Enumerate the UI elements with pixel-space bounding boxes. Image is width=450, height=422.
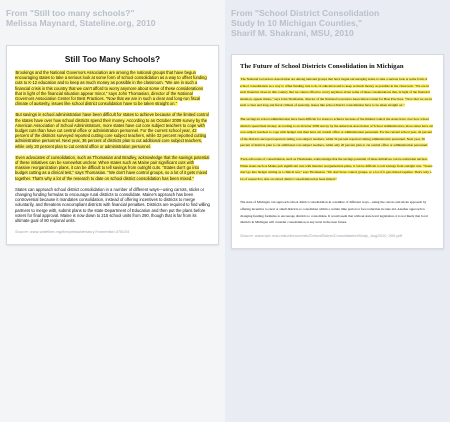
left-caption (6, 8, 219, 28)
right-paragraph-2 (240, 116, 435, 149)
highlighted-text: The National Governors Association are among national groups that have begun encouraging states to take a serious look at some form of school consolidation as a way to offset funding cuts to K-12 education and to keep as much money as possible in the classroom. "We are in such financial crises in this country that we cannot afford to worry anymore about some of these considerations that, in light of the financial situation, appear minor," says John Thomasian, director of the National Governors Association Center for Best Practices. "Now that we are in such a clear and long-run fiscal climate of austerity, issues like school district consolidation have to be taken straight on." (240, 77, 433, 108)
right-paragraph-4 (240, 199, 435, 225)
right-document-title: The Future of School Districts Consolidation in Michigan (240, 63, 404, 70)
right-paragraph-1 (240, 76, 435, 109)
right-paragraph-3 (240, 156, 435, 182)
highlighted-text: But savings in school administration have been difficult for states to achieve because of the limited control the states have over how school districts spend their money. According to an October 2009 survey by the American Association of School Administrators, more states have cut core subject teachers to cope with budget cuts than have cut central office or administration personnel. For the current school year, 42 percent of the districts surveyed reported cutting core subject teachers, while 32 percent reported cutting administrative personnel. Next year, 36 percent of districts plan to cut additional core subject teachers, while only 20 percent plan to cut central office or administration personnel. (15, 112, 209, 149)
left-source-link[interactable]: Source: www.stateline.org/live/printable/story?contentId=475034 (15, 229, 129, 235)
right-panel (225, 0, 450, 422)
left-caption-line-2: Melissa Maynard, Stateline.org, 2010 (6, 18, 156, 28)
right-source-link[interactable]: Source: www.epc.msu.edu/documents/SchoolDistrictConsolidationStudy_Aug2010_000.pdf (240, 232, 402, 238)
highlighted-text: Brookings and the National Governors Association are among the national groups that have begun encouraging states to take a serious look at some form of school consolidation as a way to offset funding cuts to K-12 education and to keep as much money as possible in the classroom. "We are in such a financial crisis in this country that we can't afford to worry anymore about some of these considerations that in light of the financial situation appear minor," says John Thomasian, director of the National Governors Association Center for Best Practices. "Now that we are in such a clear and long-run fiscal climate of austerity, issues like school district consolidation have to be taken straight on." (15, 70, 207, 107)
left-paragraph-1 (15, 70, 210, 106)
left-document-page (6, 45, 219, 245)
left-paragraph-3 (15, 155, 210, 181)
page-gap (240, 189, 435, 199)
right-caption-line-2: Study In 10 Michigan Counties," (231, 18, 363, 28)
right-caption-line-1: From "School District Consolidation (231, 8, 380, 18)
right-document-page (231, 54, 444, 249)
left-paragraph-2 (15, 112, 210, 148)
left-paragraph-4 (15, 187, 210, 223)
paragraph-text: The state of Michigan can approach school district consolidation in a number of different ways—using the carrots and sticks approach by offering incentive to rural or small districts to consolidate within a certain time period or face reduction in state aid. Another approach is changing funding formulas to encourage districts to consolidate. It would seem that without state level legislation, it is not likely that local districts in Michigan will consider consolidation at any level in the near future. (240, 200, 428, 225)
left-document-title: Still Too Many Schools? (64, 54, 161, 64)
highlighted-text: Even advocates of consolidation, such as Thomasian and Bradley, acknowledge that the savings potential of these initiatives can be somewhat unclear. When states such as Maine pair significant cuts with massive reorganization plans, it can be difficult to tell savings from outright cuts. "States don't go into budget cutting as a clinical test," says Thomasian. "We don't have control groups, so a lot of it gets mixed together. That's why a lot of the research to date on school district consolidation has been mixed." (15, 154, 210, 181)
highlighted-text: Even advocates of consolidation, such as Thomasian, acknowledge that the savings potential of these initiatives can be somewhat unclear. When states such as Maine pair significant cuts with massive reorganization plans, it can be difficult to tell savings from outright cuts. "States don't go into budget cutting as a clinical test," says Thomasian. "We don't have control groups, so a lot of it gets mixed together. That's why a lot of research to date on school district consolidation has been mixed." (240, 156, 433, 181)
right-caption (231, 8, 444, 38)
left-caption-line-1: From "Still too many schools?" (6, 8, 135, 18)
paragraph-text: States can approach school district consolidation in a number of different ways—using carrots, sticks or changing funding formulas to encourage rural districts to consolidate. Maine's approach has been controversial because it mandates consolidation, instead of offering incentives to districts to merge voluntarily, and threatens noncompliant districts with financial penalties. Districts are required to find willing partners to merge with, submit plans to the state Department of Education and then put the plans before voters for final approval. Maine is now down to 215 school units from 290, though that is far from its ultimate goal of 80 regional units. (15, 186, 210, 224)
right-caption-line-3: Sharif M. Shakrani, MSU, 2010 (231, 28, 354, 38)
highlighted-text: But savings in school administration have been difficult for states to achieve because of the limited control the states have over how school districts spend their money. According to an October 2009 survey by the American Association of School Administrators, more states have cut core subject teachers to cope with budget cuts than have cut central office or administration personnel. For the current school year, 42 percent of the districts surveyed reported cutting core subject teachers, while 32 percent reported cutting administrative personnel. Next year, 36 percent of districts plan to cut additional core subject teachers, while only 20 percent plan to cut central office or administration personnel. (240, 116, 434, 148)
